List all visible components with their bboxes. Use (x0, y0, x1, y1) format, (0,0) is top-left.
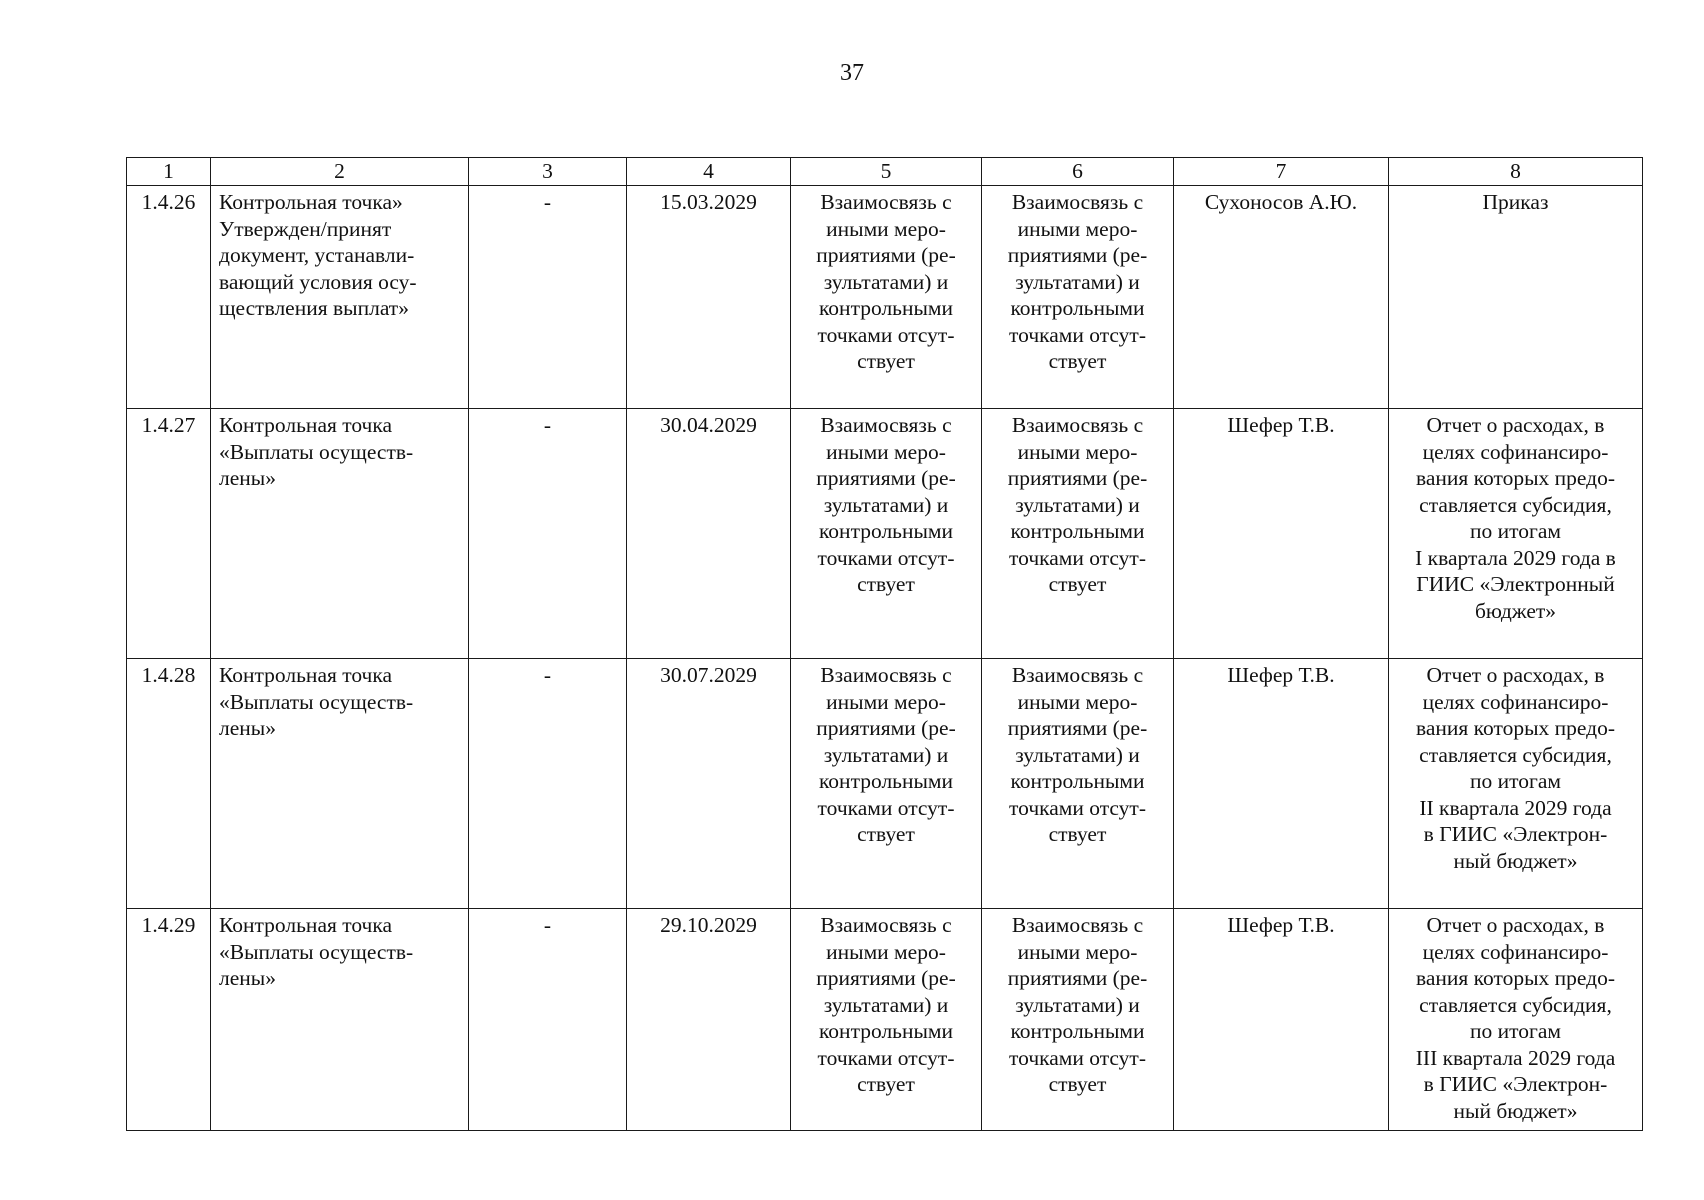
control-point-name: Контрольная точка «Выплаты осуществ- лены» (211, 909, 469, 1131)
relation-next: Взаимосвязь с иными меро- приятиями (ре- зультатами) и контрольными точками отсут- ствует (982, 186, 1174, 409)
column-header-8: 8 (1389, 158, 1643, 186)
due-date: 30.07.2029 (627, 659, 791, 909)
control-point-name: Контрольная точка «Выплаты осуществ- лены» (211, 659, 469, 909)
row-number: 1.4.27 (127, 409, 211, 659)
relation-prev: Взаимосвязь с иными меро- приятиями (ре- зультатами) и контрольными точками отсут- ствует (791, 909, 982, 1131)
column-header-5: 5 (791, 158, 982, 186)
table-row (127, 659, 1643, 909)
table-body (127, 186, 1643, 1131)
relation-prev: Взаимосвязь с иными меро- приятиями (ре- зультатами) и контрольными точками отсут- ствует (791, 659, 982, 909)
table-row (127, 909, 1643, 1131)
column-header-2: 2 (211, 158, 469, 186)
page-number: 37 (840, 60, 864, 86)
supporting-document: Отчет о расходах, в целях софинансиро- вания которых предо- ставляется субсидия, по итогам III квартала 2029 года в ГИИС «Электрон- ный бюджет» (1389, 909, 1643, 1131)
column-3-value: - (469, 659, 627, 909)
responsible-person: Шефер Т.В. (1174, 659, 1389, 909)
control-point-name: Контрольная точка «Выплаты осуществ- лены» (211, 409, 469, 659)
column-3-value: - (469, 909, 627, 1131)
header-row (127, 158, 1643, 186)
column-header-3: 3 (469, 158, 627, 186)
responsible-person: Сухоносов А.Ю. (1174, 186, 1389, 409)
supporting-document: Отчет о расходах, в целях софинансиро- вания которых предо- ставляется субсидия, по итогам I квартала 2029 года в ГИИС «Электронный бюджет» (1389, 409, 1643, 659)
due-date: 29.10.2029 (627, 909, 791, 1131)
supporting-document: Приказ (1389, 186, 1643, 409)
due-date: 15.03.2029 (627, 186, 791, 409)
row-number: 1.4.28 (127, 659, 211, 909)
relation-prev: Взаимосвязь с иными меро- приятиями (ре- зультатами) и контрольными точками отсут- ствует (791, 409, 982, 659)
column-header-4: 4 (627, 158, 791, 186)
column-header-6: 6 (982, 158, 1174, 186)
relation-next: Взаимосвязь с иными меро- приятиями (ре- зультатами) и контрольными точками отсут- ствует (982, 909, 1174, 1131)
control-points-table (126, 157, 1643, 1131)
due-date: 30.04.2029 (627, 409, 791, 659)
table-header (127, 158, 1643, 186)
column-3-value: - (469, 409, 627, 659)
relation-next: Взаимосвязь с иными меро- приятиями (ре- зультатами) и контрольными точками отсут- ствует (982, 659, 1174, 909)
relation-next: Взаимосвязь с иными меро- приятиями (ре- зультатами) и контрольными точками отсут- ствует (982, 409, 1174, 659)
column-header-7: 7 (1174, 158, 1389, 186)
row-number: 1.4.26 (127, 186, 211, 409)
table-row (127, 409, 1643, 659)
row-number: 1.4.29 (127, 909, 211, 1131)
supporting-document: Отчет о расходах, в целях софинансиро- вания которых предо- ставляется субсидия, по итогам II квартала 2029 года в ГИИС «Электрон- ный бюджет» (1389, 659, 1643, 909)
responsible-person: Шефер Т.В. (1174, 909, 1389, 1131)
relation-prev: Взаимосвязь с иными меро- приятиями (ре- зультатами) и контрольными точками отсут- ствует (791, 186, 982, 409)
control-point-name: Контрольная точка» Утвержден/принят документ, устанавли- вающий условия осу- ществления выплат» (211, 186, 469, 409)
column-header-1: 1 (127, 158, 211, 186)
responsible-person: Шефер Т.В. (1174, 409, 1389, 659)
table-row (127, 186, 1643, 409)
column-3-value: - (469, 186, 627, 409)
